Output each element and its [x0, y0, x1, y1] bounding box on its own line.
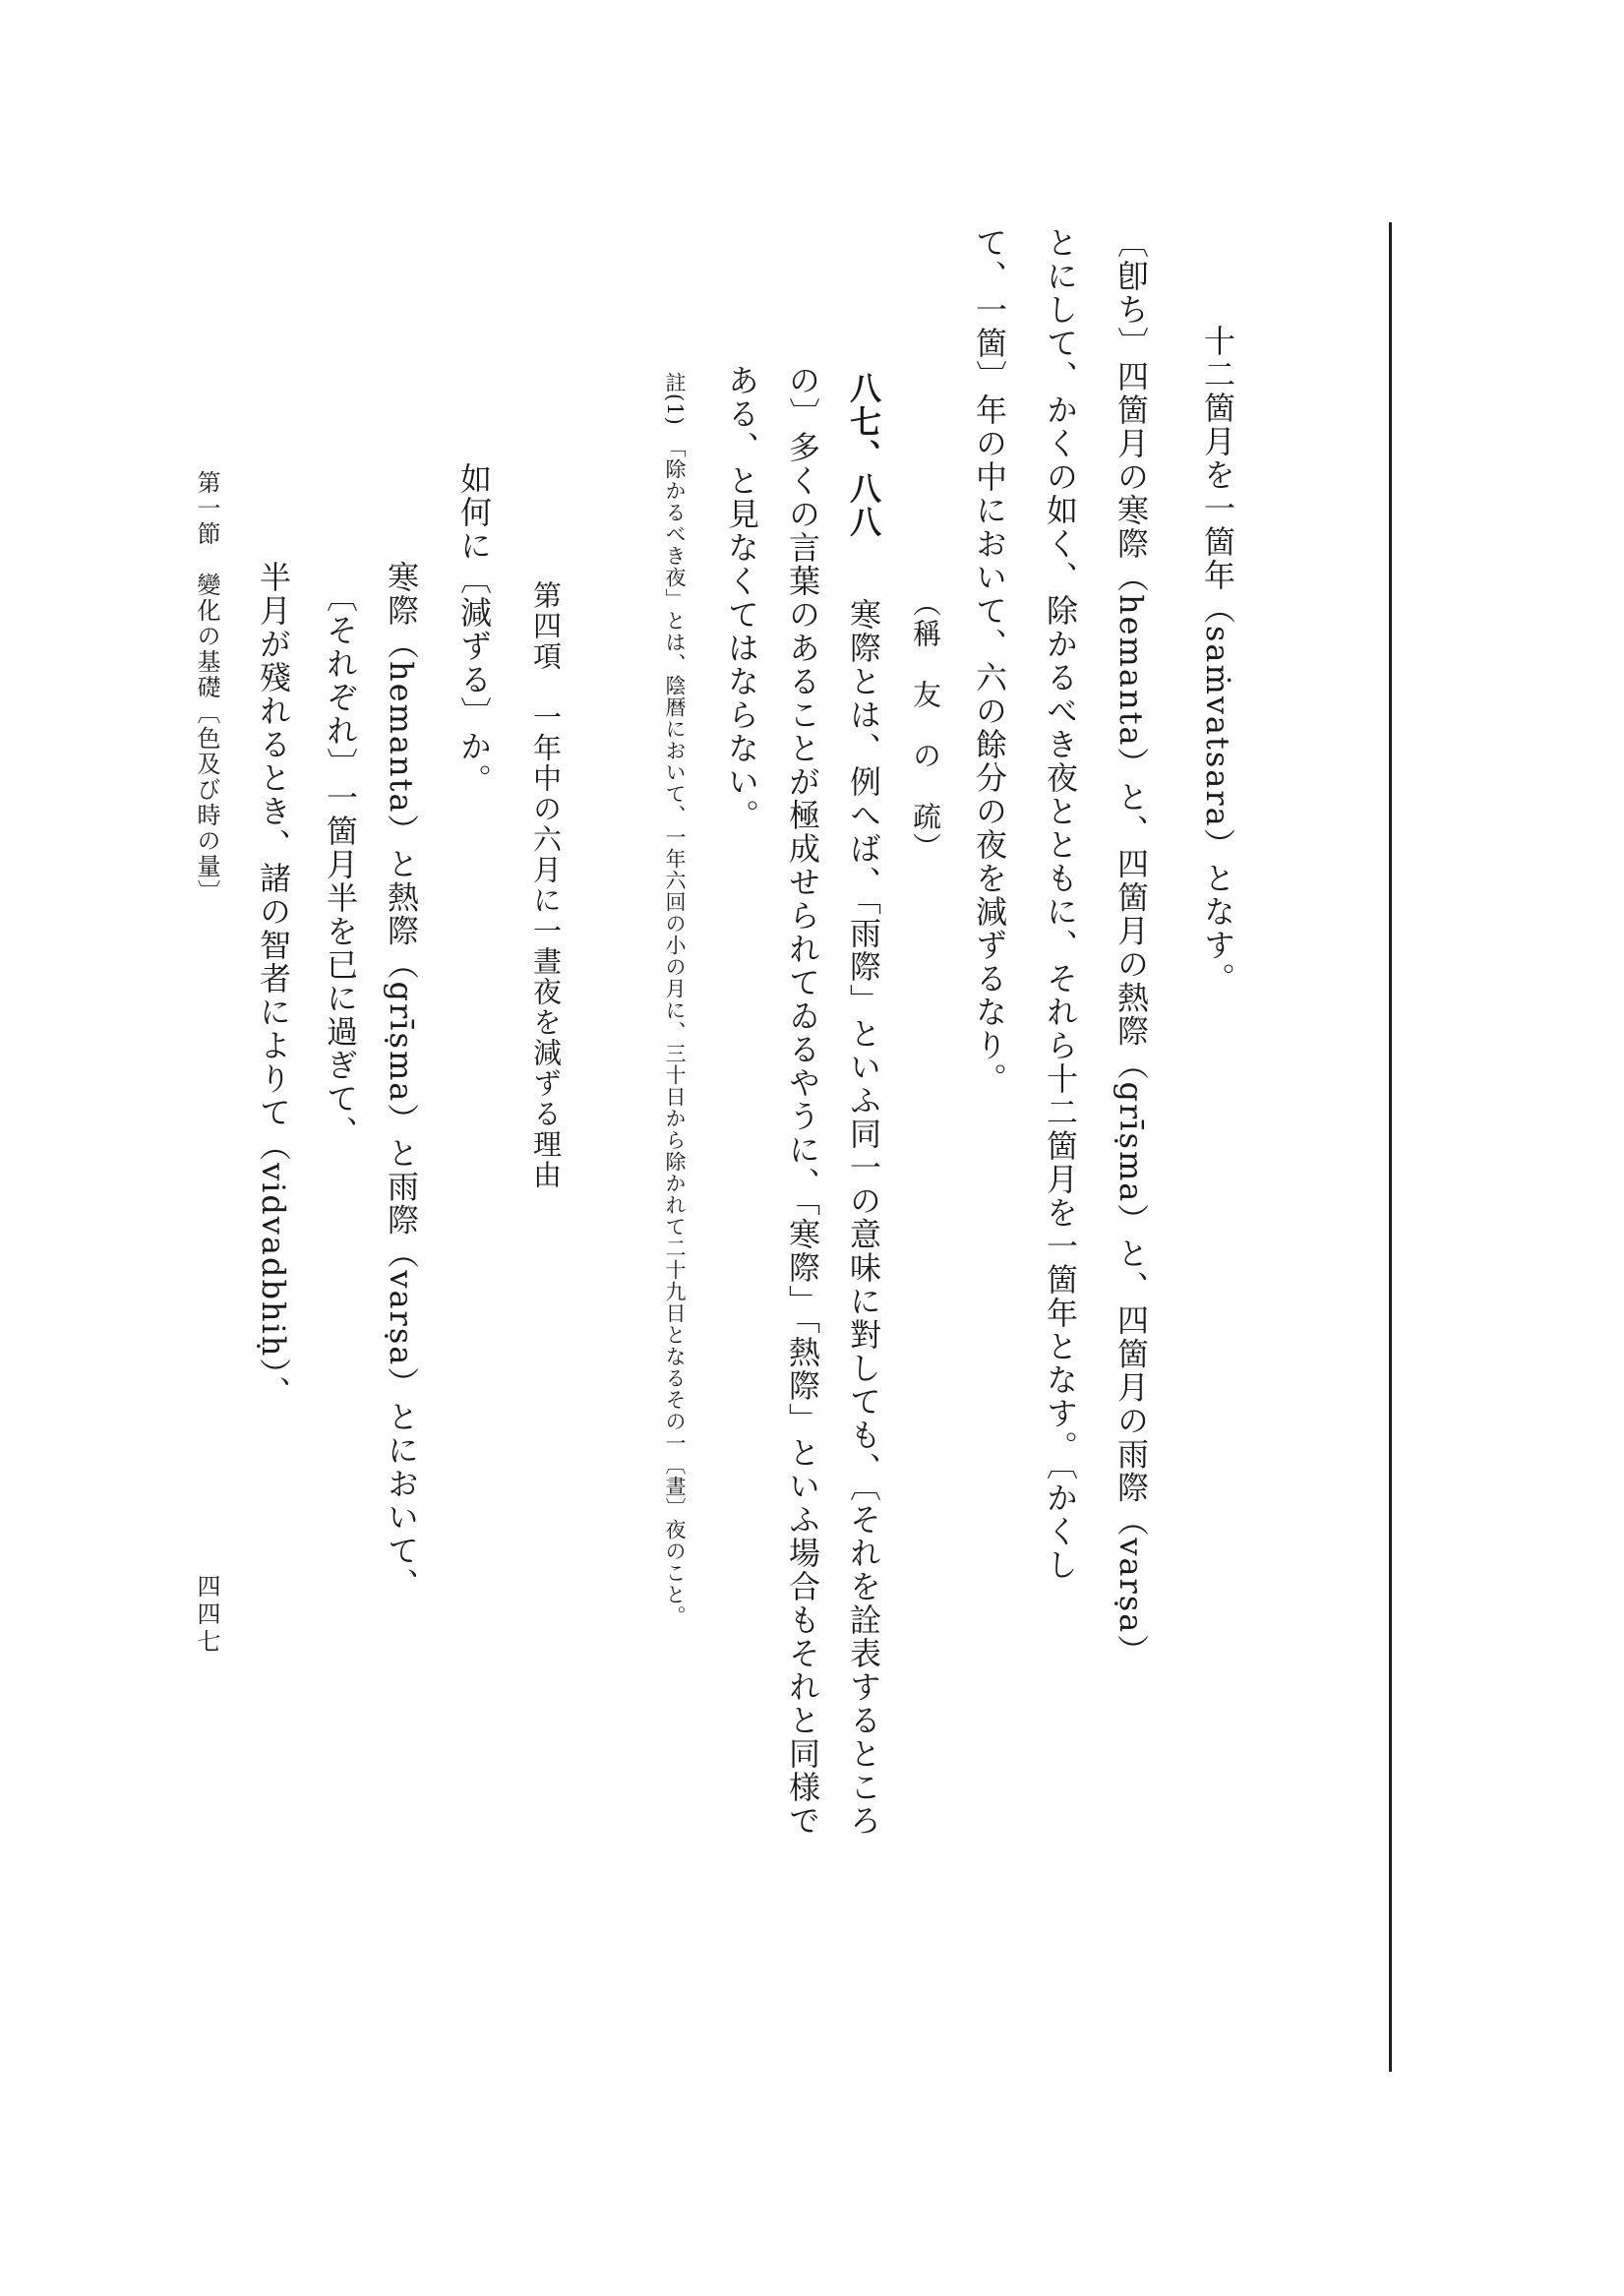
running-head: 第一節 變化の基礎〔色及び時の量〕	[193, 470, 220, 905]
verse-line-6: 寒際（hemanta）と熱際（grīṣma）と雨際（varṣa）とにおいて、	[383, 561, 420, 1601]
verse-line-3: とにして、かくの如く、除かるべき夜とともに、それら十二箇月を一箇年となす。〔かくし	[1042, 226, 1079, 1582]
verse-line-8: 半月が殘れるとき、諸の智者によりて（vidvadbhiḥ）、	[255, 561, 292, 1410]
verse-line-1: 十二箇月を一箇年（saṁvatsara）となす。	[1199, 325, 1236, 996]
subsection-heading: 第四項 一年中の六月に一晝夜を減ずる理由	[529, 580, 563, 1190]
right-margin-rule	[1389, 222, 1392, 2072]
commentary-line-2: の〕多くの言葉のあることが極成せられてゐるやうに、「寒際」「熱際」といふ場合もそれと同様で	[784, 364, 821, 1838]
verse-line-4: て、一箇〕年の中において、六の餘分の夜を減ずるなり。	[971, 226, 1008, 1096]
verse-line-2: 〔卽ち〕四箇月の寒際（hemanta）と、四箇月の熱際（grīṣma）と、四箇月の雨際（varṣa）	[1113, 226, 1150, 1668]
section-number: 八七、八八	[845, 372, 882, 539]
commentary-heading: （稱 友 の 疏）	[909, 588, 942, 863]
verse-line-5: 如何に〔減ずる〕か。	[455, 462, 493, 797]
commentary-line-1: 寒際とは、例へば、「雨際」といふ同一の意味に對しても、〔それを詮表するところ	[845, 598, 882, 1838]
footnote-1: 註(1) 「除かるべき夜」とは、陰暦において、一年六回の小の月に、三十日から除かれて二十九日となるその一〔晝〕夜のこと。	[663, 372, 687, 1628]
page-number: 四四七	[193, 1574, 220, 1657]
verse-line-7: 〔それぞれ〕一箇月半を已に過ぎて、	[322, 580, 359, 1149]
commentary-line-3: ある、と見なくてはならない。	[723, 364, 760, 832]
